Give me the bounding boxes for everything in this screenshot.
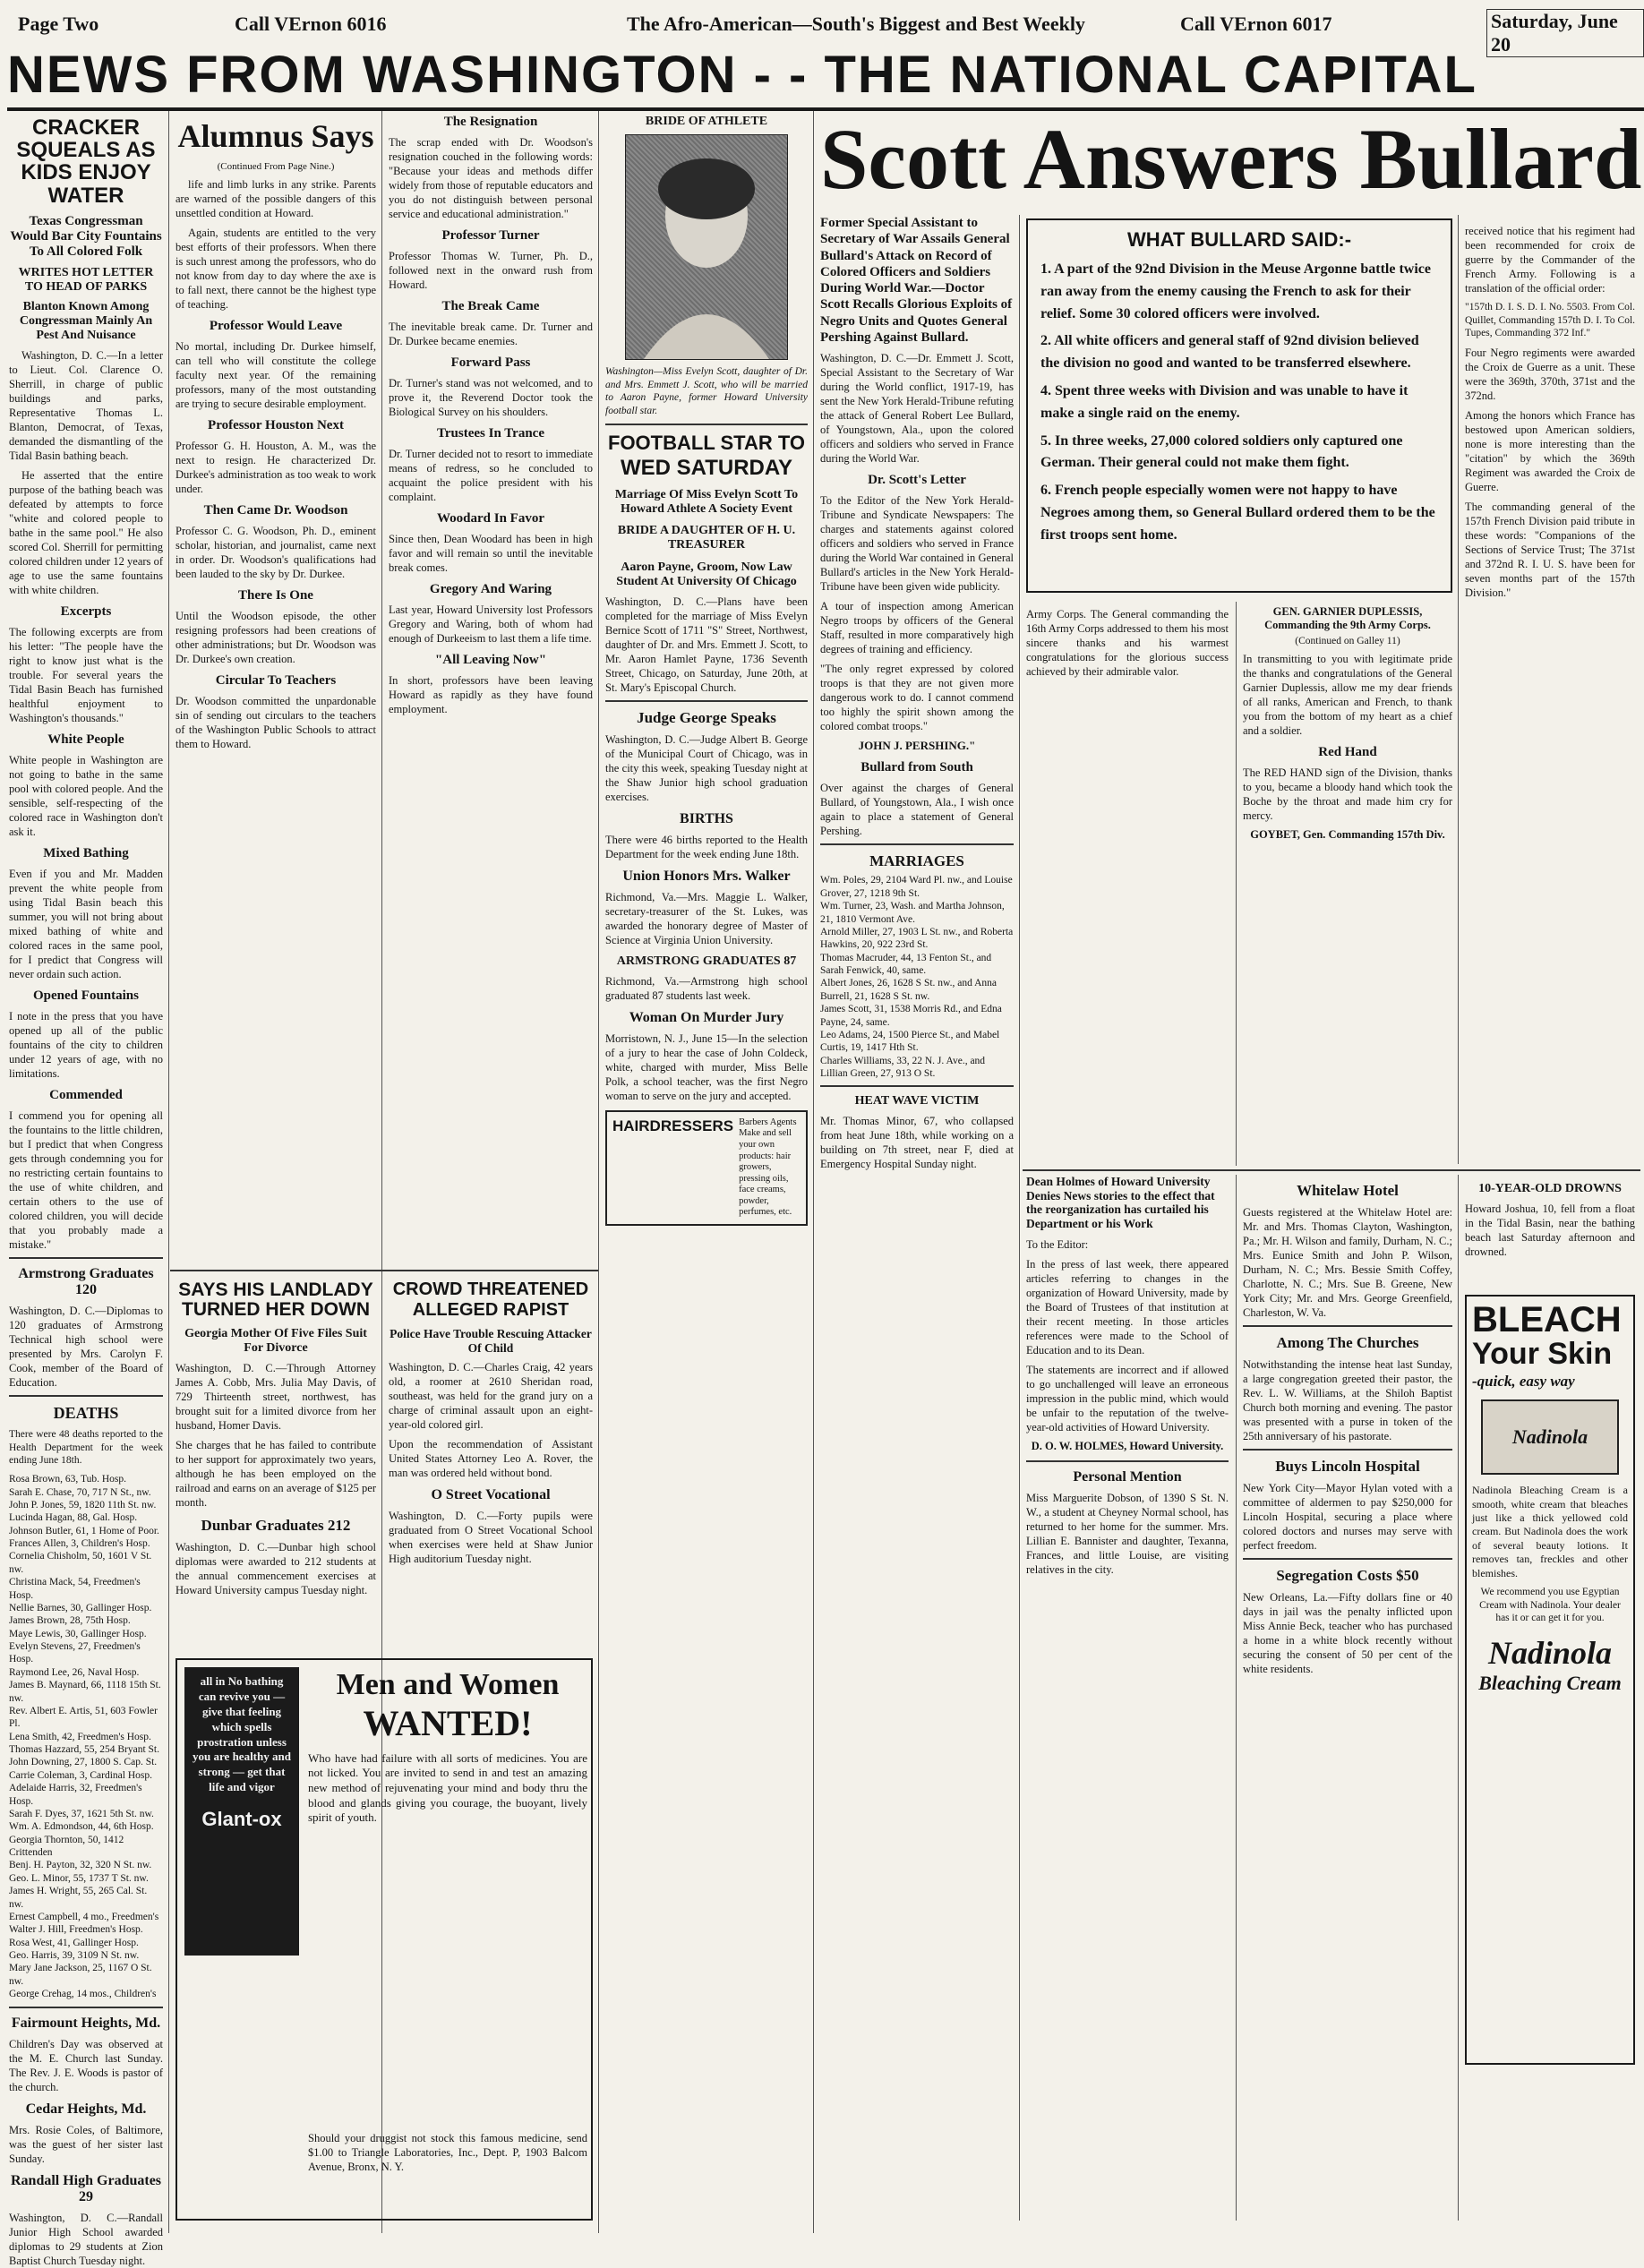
article-scott-continued (1026, 602, 1229, 1166)
paragraph: Army Corps. The General commanding the 16th Army Corps addressed to them his most sincere thanks and his warmest congratulations for the glorious success achieved by their admirable valor. (1026, 608, 1229, 678)
claim-item: 5. In three weeks, 27,000 colored soldiers only captured one German. Their general could not make them fight. (1040, 432, 1403, 471)
signature-goybet: GOYBET, Gen. Commanding 157th Div. (1250, 828, 1445, 841)
paper-title: The Afro-American—South's Biggest and Best Weekly (627, 13, 1085, 35)
list-item: James Brown, 28, 75th Hosp. (9, 1615, 131, 1627)
paragraph: New York City—Mayor Hylan voted with a committee of aldermen to pay $250,000 for Lincoln Hospital, securing a place where colored doctors and nurses may serve with perfect freedom. (1243, 1482, 1452, 1552)
list-item: Rosa West, 41, Gallinger Hosp. (9, 1937, 139, 1948)
crosshead: The Resignation (443, 115, 538, 129)
list-item: Christina Mack, 54, Freedmen's Hosp. (9, 1577, 141, 1601)
headline-landlady: SAYS HIS LANDLADY TURNED HER DOWN (178, 1279, 373, 1321)
paragraph: The inevitable break came. Dr. Turner and Dr. Durkee became enemies. (389, 321, 593, 347)
column-rule (1458, 1175, 1459, 2221)
box-title: WHAT BULLARD SAID:- (1126, 228, 1352, 251)
column-right-bottom (1465, 1175, 1635, 2221)
paragraph: Four Negro regiments were awarded the Croix de Guerre as a unit. These were the 369th, 370th, 371st and the 372nd. (1465, 347, 1635, 403)
paragraph: Washington, D. C.—Diplomas to 120 graduates of Armstrong Technical high school were presented by Mrs. Carolyn F. Cook, member of the Board of Education. (9, 1304, 163, 1389)
list-item: Wm. Turner, 23, Wash. and Martha Johnson, 21, 1810 Vermont Ave. (820, 901, 1005, 925)
column-1 (9, 111, 163, 2267)
paragraph: Washington, D. C.—Dr. Emmett J. Scott, Special Assistant to the Secretary of War during the World conflict, 1917-19, has sent the New York Herald-Tribune refuting the attack of General Robert Lee Bullard, of Youngstown, Ala., upon the colored officers and soldiers who served in France during the World War. (820, 352, 1014, 466)
headline-births: BIRTHS (680, 810, 733, 826)
bride-photo (625, 134, 788, 360)
paragraph: Washington, D. C.—Plans have been completed for the marriage of Miss Evelyn Bernice Scott of 1711 "S" Street, Northwest, daughter of Dr. and Mrs. Emmett J. Scott, to Mr. Aaron Hamlet Payne, 1736 Seventh Street, Chicago, on Saturday, June 20th, at St. Mary's Episcopal Church. (605, 595, 808, 694)
continued-note: (Continued on Galley 11) (1295, 636, 1400, 646)
paragraph: Again, students are entitled to the very best efforts of their professors. When there is such unrest among the professors, who do not know from day to day where the axe is to fall next, there cannot be the highest type of teaching. (176, 226, 376, 311)
paragraph: Children's Day was observed at the M. E. Church last Sunday. The Rev. J. E. Woods is pastor of the church. (9, 2037, 163, 2093)
ad-side-panel (184, 1667, 299, 1956)
paragraph: The statements are incorrect and if allowed to go unchallenged will leave an erroneous impression in the public mind, which would be unfair to the reputation of the twelve-year-old activities of Howard University. (1026, 1364, 1229, 1434)
list-item: Georgia Thornton, 50, 1412 Crittenden (9, 1834, 124, 1858)
paragraph: I commend you for opening all the fountains to the little children, but I predict that when Congress gets through condemning you for no restricting certain fountains to the use of white children, and certain others to the use of colored children, you will decide that you probably made a mistake." (9, 1108, 163, 1251)
column-4 (605, 111, 808, 2233)
paragraph: The commanding general of the 157th French Division paid tribute in these words: "Companions of the Sections of Service Trust; The 371st and 372nd R. I. U. S. have been for seven months part of the 157th Division." (1465, 501, 1635, 600)
list-item: Maye Lewis, 30, Gallinger Hosp. (9, 1628, 147, 1639)
crosshead: Commended (49, 1087, 123, 1102)
ad-side-text: all in No bathing can revive you — give that feeling which spells prostration unless you are healthy and strong — get that life and vigor (193, 1674, 291, 1794)
ad-men-women-wanted (176, 1658, 593, 2221)
phone-right: Call VErnon 6017 (1180, 13, 1332, 35)
list-item: Arnold Miller, 27, 1903 L St. nw., and Roberta Hawkins, 20, 922 23rd St. (820, 926, 1014, 951)
column-rule (813, 111, 814, 2233)
crosshead: Bullard from South (861, 760, 973, 775)
signature-pershing: JOHN J. PERSHING." (858, 739, 976, 753)
deck-blanton: Blanton Known Among Congressman Mainly An Pest And Nuisance (19, 299, 153, 342)
deck-texas: Texas Congressman Would Bar City Fountains To All Colored Folk (10, 213, 162, 260)
article-scott (820, 215, 1014, 2221)
crosshead: Trustees In Trance (437, 426, 544, 441)
crosshead: Dr. Scott's Letter (868, 473, 966, 488)
headline-marriages: MARRIAGES (869, 852, 964, 870)
paragraph: There were 48 deaths reported to the Health Department for the week ending June 18th. (9, 1428, 163, 1467)
ad-bleach-tagline: -quick, easy way (1472, 1373, 1575, 1391)
list-item: Geo. L. Minor, 55, 1737 T St. nw. (9, 1872, 149, 1884)
list-item: Sarah F. Dyes, 37, 1621 5th St. nw. (9, 1808, 154, 1819)
paragraph: Until the Woodson episode, the other resigning professors had been creations of other administrations; but Dr. Woodson was Dr. Durkee's own creation. (176, 609, 376, 665)
paragraph: Miss Marguerite Dobson, of 1390 S St. N. W., a student at Cheyney Normal school, has returned to her home for the summer. Mrs. Lillian E. Bannister and daughter, Texanna, Frances, and little Louise, are visiting relatives in the city. (1026, 1492, 1229, 1577)
masthead: NEWS FROM WASHINGTON - - THE NATIONAL CAPITAL (7, 43, 1644, 111)
paragraph: Howard Joshua, 10, fell from a float in the Tidal Basin, near the bathing beach last Saturday afternoon and drowned. (1465, 1202, 1635, 1258)
paragraph: Over against the charges of General Bullard, of Youngstown, Ala., I wish once again to place a statement of General Pershing. (820, 782, 1014, 838)
ad-headline: Men and Women (336, 1668, 560, 1701)
marriages-list (820, 874, 1014, 1080)
list-item: Cornelia Chisholm, 50, 1601 V St. nw. (9, 1551, 152, 1575)
paragraph: Dr. Turner decided not to resort to immediate means of redress, so he concluded to acquaint the police president with his complaint. (389, 448, 593, 503)
ad-headline-wanted: WANTED! (363, 1702, 533, 1743)
signature-duplessis: GEN. GARNIER DUPLESSIS, Commanding the 9th Army Corps. (1264, 605, 1431, 631)
paragraph: In short, professors have been leaving Howard as rapidly as they have found employment. (389, 674, 593, 715)
paragraph: No mortal, including Dr. Durkee himself, can tell who will constitute the college faculty next year. Of the remaining professors, many of the most outstanding are trying to secure desirable employment. (176, 339, 376, 410)
paragraph: She charges that he has failed to contribute to her support for approximately two years, although he has been employed on the railroad and earns on an average of $125 per month. (176, 1439, 376, 1510)
list-item: James B. Maynard, 66, 1118 15th St. nw. (9, 1680, 161, 1704)
column-rule (1236, 602, 1237, 1166)
paragraph: The scrap ended with Dr. Woodson's resignation couched in the following words: "Because your ideas and methods differ widely from those of reputable educators and you do not distinguish between personal service and educational administration." (389, 136, 593, 220)
headline-scott: Scott Answers Bullard (820, 111, 1642, 207)
list-item: John P. Jones, 59, 1820 11th St. nw. (9, 1499, 157, 1511)
claim-item: 6. French people especially women were not happy to have Negroes among them, so General Bullard ordered them to be the first troops sent home. (1040, 483, 1435, 543)
crosshead: Woodard In Favor (436, 511, 544, 526)
ad-hairdressers-title: HAIRDRESSERS (612, 1117, 734, 1134)
ad-bleach-title: BLEACH (1472, 1300, 1622, 1339)
paragraph: Mr. Thomas Minor, 67, who collapsed from heat June 18th, while working on a building on 7th street, near F, died at Emergency Hospital Sunday night. (820, 1115, 1014, 1171)
headline-randall: Randall High Graduates 29 (10, 2172, 162, 2204)
paragraph: Morristown, N. J., June 15—In the selection of a jury to hear the case of John Coldeck, white, charged with murder, Miss Belle Polk, a school teacher, was the first Negro woman to serve on the jury and accepted. (605, 1031, 808, 1102)
paragraph: Washington, D. C.—Forty pupils were graduated from O Street Vocational School when exercises were held at Shaw Junior High auditorium Tuesday night. (389, 1510, 593, 1566)
paragraph: In the press of last week, there appeared articles referring to changes in the organization of Howard University, made by the Board of Trustees of that institution at their recent meeting. In those articles references were made to the School of Education and to its Dean. (1026, 1258, 1229, 1357)
headline-lincoln: Buys Lincoln Hospital (1275, 1458, 1420, 1475)
paragraph: The following excerpts are from his letter: "The people have the right to know just what is the trouble. For several years the Tidal Basin Beach has furnished healthful enjoyment to Washington's thousands." (9, 625, 163, 724)
ad-bleach-brand: Nadinola (1487, 1635, 1613, 1672)
list-item: Evelyn Stevens, 27, Freedmen's Hosp. (9, 1641, 141, 1665)
deck-groom: Aaron Payne, Groom, Now Law Student At University Of Chicago (616, 560, 797, 588)
list-item: Rosa Brown, 63, Tub. Hosp. (9, 1474, 126, 1485)
list-item: Sarah E. Chase, 70, 717 N St., nw. (9, 1486, 151, 1498)
paragraph: life and limb lurks in any strike. Parents are warned of the possible dangers of this unsettled condition at Howard. (176, 177, 376, 219)
list-item: Wm. Poles, 29, 2104 Ward Pl. nw., and Louise Grover, 27, 1218 9th St. (820, 875, 1013, 899)
headline-armstrong-richmond: ARMSTRONG GRADUATES 87 (616, 954, 797, 968)
headline-dunbar: Dunbar Graduates 212 (201, 1517, 351, 1535)
headline-woman-jury: Woman On Murder Jury (629, 1009, 784, 1025)
headline-cracker: CRACKER SQUEALS AS KIDS ENJOY WATER (16, 116, 156, 208)
column-rule (1019, 215, 1020, 2221)
paragraph: Even if you and Mr. Madden prevent the white people from using Tidal Basin beach this summer, you will not bring about mixed bathing of white and colored races in the same pool, for I predict that Congress will never ordain such action. (9, 867, 163, 980)
product-box (1481, 1399, 1619, 1475)
crosshead: Circular To Teachers (215, 672, 337, 688)
headline-heat-wave: HEAT WAVE VICTIM (854, 1094, 980, 1108)
paragraph: Richmond, Va.—Mrs. Maggie L. Walker, secretary-treasurer of the St. Lukes, was awarded the honorary degree of Master of Science at Virginia Union University. (605, 890, 808, 946)
paragraph: "The only regret expressed by colored troops is that they are not given more dangerous work to do. I cannot commend too highly the spirit shown among the colored combat troops." (820, 663, 1014, 733)
article-landlady (176, 1275, 376, 1651)
paragraph: The RED HAND sign of the Division, thanks to you, became a bloody hand which took the Boche by the throat and made him cry for mercy. (1243, 766, 1452, 822)
headline-crowd: CROWD THREATENED (392, 1279, 589, 1299)
paragraph: Last year, Howard University lost Professors Gregory and Waring, both of whom had enough of Durkeeism to last them a life time. (389, 603, 593, 645)
headline-union: Union Honors Mrs. Walker (622, 868, 791, 884)
column-2 (176, 111, 376, 1266)
bullard-claims (1040, 259, 1438, 547)
list-item: Walter J. Hill, Freedmen's Hosp. (9, 1924, 143, 1936)
paragraph: Guests registered at the Whitelaw Hotel are: Mr. and Mrs. Thomas Clayton, Washington, Pa.; Mr. H. Wilson and family, Durham, N. C.; Mrs. Eunice Smith and John P. Wilson, Durham, N. C.; Mrs. Bessie Smith Coffey, Charlotte, N. C.; Mrs. Sue B. Greene, New York City; Mr. and Mrs. George Greenfield, Charleston, W. Va. (1243, 1206, 1452, 1319)
headline-personal: Personal Mention (1073, 1469, 1182, 1485)
headline-holmes: Dean Holmes of Howard University Denies News stories to the effect that the reorganization has curtailed his Department or his Work (1026, 1175, 1215, 1230)
ad-side-brand: Glant-ox (201, 1808, 282, 1831)
list-item: Adelaide Harris, 32, Freedmen's Hosp. (9, 1783, 142, 1807)
ad-footer: Should your druggist not stock this famous medicine, send $1.00 to Triangle Laboratories, Inc., Dept. P, 1903 Balcom Avenue, Bronx, N. Y. (308, 2132, 587, 2173)
paragraph: Washington, D. C.—In a letter to Lieut. Col. Clarence O. Sherrill, in charge of public buildings and parks, Representative Thomas L. Blanton, Democrat, of Texas, demanded the dismantling of the Tidal Basin bathing beach. (9, 348, 163, 462)
list-item: Albert Jones, 26, 1628 S St. nw., and Anna Burrell, 21, 1628 S St. nw. (820, 978, 997, 1002)
crosshead: Gregory And Waring (429, 582, 552, 596)
headline-football: FOOTBALL STAR TO (608, 431, 805, 454)
paragraph: To the Editor of the New York Herald-Tribune and Syndicate Newspapers: The charges and statements against colored officers and soldiers who served in France during the World War contained in General Bullard's articles in the New York Herald-Tribune have been given wide publicity. (820, 494, 1014, 594)
list-item: Frances Allen, 3, Children's Hosp. (9, 1538, 150, 1549)
paragraph: Notwithstanding the intense heat last Sunday, a large congregation greeted their pastor, the Rev. L. W. Williams, at the Shiloh Baptist Church both morning and evening. The pastor was presented with a purse in token of the 25th anniversary of his pastorate. (1243, 1358, 1452, 1442)
list-item: Leo Adams, 24, 1500 Pierce St., and Mabel Curtis, 19, 1417 Hth St. (820, 1029, 1000, 1054)
paragraph: Dr. Turner's stand was not welcomed, and to prove it, the Reverend Doctor took the Biological Survey on his shoulders. (389, 377, 593, 418)
paragraph: Washington, D. C.—Judge Albert B. George of the Municipal Court of Chicago, was in the city this week, speaking Tuesday night at the Shaw Junior high school graduation exercises. (605, 732, 808, 803)
list-item: Benj. H. Payton, 32, 320 N St. nw. (9, 1860, 152, 1871)
list-item: George Crehag, 14 mos., Children's (9, 1989, 157, 2000)
ad-main (308, 1669, 587, 1831)
salutation: To the Editor: (1026, 1238, 1089, 1252)
continued-note: (Continued From Page Nine.) (217, 160, 335, 172)
paragraph: A tour of inspection among American Negro troops by officers of the General Staff, resulted in more comparatively high degrees of training and efficiency. (820, 600, 1014, 656)
ad-bleach (1465, 1295, 1635, 2065)
article-army-corps (1243, 602, 1452, 1166)
list-item: James Scott, 31, 1538 Morris Rd., and Edna Payne, 24, same. (820, 1004, 1002, 1028)
column-rule (1236, 1175, 1237, 2221)
deck-scott: Former Special Assistant to Secretary of War Assails General Bullard's Attack on Record of Colored Officers and Soldiers During World War.—Doctor Scott Recalls Glorious Exploits of Negro Units and Quotes General Pershing Against Bullard. (820, 216, 1013, 346)
crosshead: "All Leaving Now" (434, 653, 547, 667)
article-holmes (1026, 1175, 1229, 2221)
crosshead: There Is One (238, 587, 313, 603)
headline-whitelaw: Whitelaw Hotel (1297, 1182, 1399, 1199)
headline-judge: Judge George Speaks (637, 708, 776, 726)
bride-portrait (626, 135, 787, 359)
list-item: Ernest Campbell, 4 mo., Freedmen's (9, 1911, 159, 1922)
page-number: Page Two (18, 13, 99, 35)
paragraph: Richmond, Va.—Armstrong high school graduated 87 students last week. (605, 974, 808, 1002)
headline-ostreet: O Street Vocational (431, 1487, 551, 1503)
claim-item: 2. All white officers and general staff of 92nd division believed the division no good and wanted to be transferred elsewhere. (1040, 333, 1419, 372)
headline-deaths: DEATHS (53, 1403, 119, 1422)
headline-armstrong: Armstrong Graduates 120 (18, 1265, 154, 1297)
paragraph: Among the honors which France has bestowed upon American soldiers, none is more interesting than the "citation" by which the 369th Regiment was awarded the Croix de Guerre. (1465, 409, 1635, 494)
photo-caption: Washington—Miss Evelyn Scott, daughter of Dr. and Mrs. Emmett J. Scott, who will be married to Aaron Payne, former Howard University football star. (605, 366, 808, 417)
deck-landlady: Georgia Mother Of Five Files Suit For Divorce (184, 1327, 367, 1356)
scott-headline-block (820, 111, 1642, 210)
paragraph: He asserted that the entire purpose of the bathing beach was defeated by attempts to force "white and colored people to bathe in the same pool." He also scored Col. Sherrill for permitting colored children under 12 years of age to use the same fountains with white children. (9, 468, 163, 596)
paragraph: Washington, D. C.—Dunbar high school diplomas were awarded to 212 students at the annual commencement exercises at Howard University campus Tuesday night. (176, 1541, 376, 1597)
crosshead: Professor Would Leave (209, 318, 343, 333)
ad-bleach-subtitle: Your Skin (1472, 1337, 1613, 1371)
ad-body: Who have had failure with all sorts of medicines. You are not licked. You are invited to send in and test an amazing new method of rejuvenating your mind and body thru the blood and glands giving you courage, the buoyant, lively spirit of youth. (308, 1750, 587, 1825)
headline-alumnus: Alumnus Says (177, 118, 374, 154)
crosshead: White People (47, 732, 124, 747)
list-item: Lucinda Hagan, 88, Gal. Hosp. (9, 1512, 138, 1524)
list-item: John Downing, 27, 1800 S. Cap. St. (9, 1757, 158, 1768)
paragraph: Upon the recommendation of Assistant United States Attorney Leo A. Rover, the man was ordered held without bond. (389, 1438, 593, 1480)
ad-bleach-footer: We recommend you use Egyptian Cream with Nadinola. Your dealer has it or can get it for you. (1479, 1586, 1621, 1624)
column-rule (1458, 215, 1459, 1164)
product-box-label: Nadinola (1511, 1425, 1588, 1449)
crosshead: Excerpts (60, 603, 112, 619)
paragraph: Professor Thomas W. Turner, Ph. D., followed next in the onward rush from Howard. (389, 250, 593, 291)
paragraph: In transmitting to you with legitimate pride the thanks and congratulations of the General Garnier Duplessis, allow me my dear friends of all ranks, American and French, to thank you from the bottom of my heart as a chief and a soldier. (1243, 653, 1452, 737)
crosshead: Forward Pass (450, 355, 531, 370)
section-divider (170, 1270, 598, 1271)
list-item: Rev. Albert E. Artis, 51, 603 Fowler Pl. (9, 1705, 158, 1730)
paragraph: Washington, D. C.—Through Attorney James A. Cobb, Mrs. Julia May Davis, of 729 Thirteenth street, northwest, has brought suit for a limited divorce from her husband, Homer Davis. (176, 1362, 376, 1433)
list-item: Raymond Lee, 26, Naval Hosp. (9, 1666, 140, 1678)
ad-bleach-brand-sub: Bleaching Cream (1478, 1672, 1622, 1695)
list-item: Geo. Harris, 39, 3109 N St. nw. (9, 1950, 140, 1961)
paragraph-order: "157th D. I. S. D. I. No. 5503. From Col. Quillet, Commanding 157th D. I. To Col. Tupes, Commanding 372 Inf." (1465, 302, 1636, 339)
article-rapist (389, 1275, 593, 1651)
box-what-bullard-said (1026, 218, 1452, 593)
signature-holmes: D. O. W. HOLMES, Howard University. (1031, 1440, 1224, 1453)
list-item: Wm. A. Edmondson, 44, 6th Hosp. (9, 1821, 154, 1833)
list-item: Lena Smith, 42, Freedmen's Hosp. (9, 1731, 151, 1742)
column-rule (598, 111, 599, 2233)
paragraph: Professor G. H. Houston, A. M., was the next to resign. He characterized Dr. Durkee's administration as too weak to work under. (176, 439, 376, 495)
crosshead: Opened Fountains (33, 988, 139, 1003)
issue-date: Saturday, June 20 (1486, 9, 1644, 57)
photo-label: BRIDE OF ATHLETE (645, 115, 768, 128)
folio-line (0, 7, 1644, 56)
headline-fairmount: Fairmount Heights, Md. (11, 2015, 161, 2031)
deck-bride: BRIDE A DAUGHTER OF H. U. TREASURER (617, 524, 796, 552)
paragraph: I note in the press that you have opened up all of the public fountains of the city to children under 12 years of age, with no limitations. (9, 1009, 163, 1080)
headline-segregation: Segregation Costs $50 (1276, 1567, 1419, 1584)
column-3 (389, 111, 593, 1266)
deck-marriage: Marriage Of Miss Evelyn Scott To Howard Athlete A Society Event (614, 488, 799, 517)
phone-left: Call VErnon 6016 (235, 13, 387, 35)
column-right-top (1465, 218, 1635, 1164)
headline-wed: WED SATURDAY (620, 455, 792, 480)
column-rule (168, 111, 169, 2233)
paragraph: There were 46 births reported to the Health Department for the week ending June 18th. (605, 833, 808, 860)
paragraph: received notice that his regiment had been recommended for croix de guerre by the Commander of the French Army. Following is a translation of the official order: (1465, 225, 1635, 295)
crosshead: Mixed Bathing (43, 845, 129, 860)
list-item: Carrie Coleman, 3, Cardinal Hosp. (9, 1769, 153, 1781)
crosshead: The Break Came (441, 299, 540, 313)
list-item: Charles Williams, 33, 22 N. J. Ave., and Lillian Green, 27, 913 O St. (820, 1055, 986, 1079)
ad-hairdressers-text: Barbers Agents Make and sell your own products: hair growers, pressing oils, face creams, powder, perfumes, etc. (739, 1117, 797, 1218)
paragraph: White people in Washington are not going to bathe in the same pool with colored people. And the sensible, self-respecting of the colored race in Washington don't ask it. (9, 753, 163, 838)
list-item: Mary Jane Jackson, 25, 1167 O St. nw. (9, 1963, 152, 1987)
paragraph: Since then, Dean Woodard has been in high favor and will remain so until the inevitable break comes. (389, 533, 593, 574)
paragraph: Washington, D. C.—Randall Junior High School awarded diplomas to 29 students at Zion Baptist Church Tuesday night. (9, 2211, 163, 2267)
section-divider (1023, 1169, 1640, 1171)
paragraph: Washington, D. C.—Charles Craig, 42 years old, a roomer at 2610 Sheridan road, southeast, was held for the grand jury on a charge of criminal assault upon an eight-year-old colored girl. (389, 1361, 593, 1432)
crosshead: Red Hand (1318, 745, 1377, 759)
deaths-list (9, 1473, 163, 2000)
deck-rapist: Police Have Trouble Rescuing Attacker Of Child (390, 1327, 592, 1355)
deck-hot-letter: WRITES HOT LETTER TO HEAD OF PARKS (18, 265, 154, 294)
article-cracker-body (9, 348, 163, 597)
paragraph: Dr. Woodson committed the unpardonable sin of sending out circulars to the teachers of the Washington Public Schools to attract them to Howard. (176, 694, 376, 750)
list-item: James H. Wright, 55, 265 Cal. St. nw. (9, 1886, 148, 1910)
headline-cedar: Cedar Heights, Md. (25, 2101, 147, 2117)
headline-rapist: ALLEGED RAPIST (412, 1300, 569, 1320)
paragraph: Professor C. G. Woodson, Ph. D., eminent scholar, historian, and journalist, came next in order. Dr. Woodson's qualifications had been lauded to the sky by Dr. Durkee. (176, 524, 376, 580)
crosshead: Professor Houston Next (208, 417, 344, 432)
list-item: Thomas Hazzard, 55, 254 Bryant St. (9, 1744, 159, 1755)
headline-churches: Among The Churches (1276, 1334, 1419, 1351)
claim-item: 4. Spent three weeks with Division and was unable to have it make a single raid on the enemy. (1040, 383, 1409, 421)
ad-bleach-body: Nadinola Bleaching Cream is a smooth, white cream that bleaches just like a thick yellowed cold cream. But Nadinola does the work of several beauty lotions. It removes tan, freckles and other blemishes. (1472, 1484, 1628, 1579)
headline-drowns: 10-YEAR-OLD DROWNS (1478, 1182, 1622, 1195)
column-local-news (1243, 1175, 1452, 2221)
crosshead: Professor Turner (441, 228, 540, 243)
paragraph: Mrs. Rosie Coles, of Baltimore, was the guest of her sister last Sunday. (9, 2123, 163, 2165)
list-item: Nellie Barnes, 30, Gallinger Hosp. (9, 1602, 152, 1613)
list-item: Thomas Macruder, 44, 13 Fenton St., and Sarah Fenwick, 40, same. (820, 952, 992, 976)
crosshead: Then Came Dr. Woodson (203, 502, 348, 518)
list-item: Johnson Butler, 61, 1 Home of Poor. (9, 1525, 159, 1536)
ad-hairdressers (605, 1110, 808, 1226)
article-alumnus-body (176, 177, 376, 312)
claim-item: 1. A part of the 92nd Division in the Meuse Argonne battle twice ran away from the enemy causing the French to ask for their relief. Some 30 colored officers were involved. (1040, 261, 1431, 321)
paragraph: New Orleans, La.—Fifty dollars fine or 40 days in jail was the penalty inflicted upon Miss Annie Beck, teacher who has purchased a home in a white block recently without securing the consent of 50 per cent of the white residents. (1243, 1591, 1452, 1675)
